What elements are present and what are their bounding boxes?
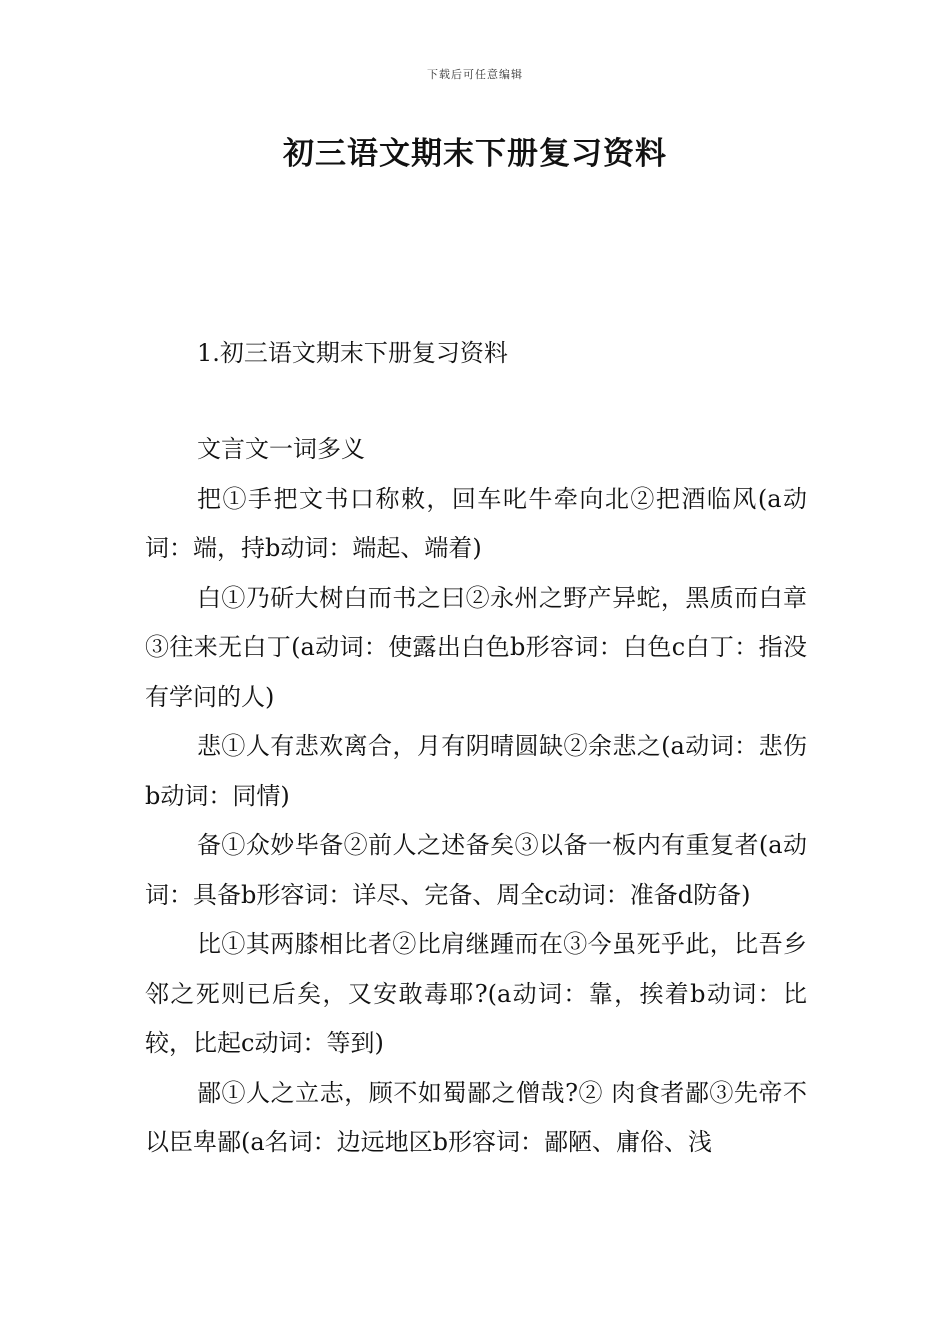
paragraph-subtitle: 文言文一词多义 <box>197 435 365 463</box>
document-body <box>145 425 807 1168</box>
document-title: 初三语文期末下册复习资料 <box>283 136 667 172</box>
paragraph-entry-ba: 把①手把文书口称敕，回车叱牛牵向北②把酒临风(a动词：端，持b动词：端起、端着) <box>145 484 807 562</box>
header-note: 下载后可任意编辑 <box>427 68 523 81</box>
paragraph-entry-bi: 比①其两膝相比者②比肩继踵而在③今虽死乎此，比吾乡邻之死则已后矣，又安敢毒耶?(a动词：靠，挨着b动词：比较，比起c动词：等到) <box>145 930 807 1057</box>
paragraph-entry-bei-sad: 悲①人有悲欢离合，月有阴晴圆缺②余悲之(a动词：悲伤b动词：同情) <box>145 732 807 810</box>
paragraph-entry-bi-base: 鄙①人之立志，顾不如蜀鄙之僧哉?② 肉食者鄙③先帝不以臣卑鄙(a名词：边远地区b形容词：鄙陋、庸俗、浅 <box>145 1078 807 1156</box>
section-heading: 1.初三语文期末下册复习资料 <box>197 339 508 367</box>
paragraph-entry-bei-prepare: 备①众妙毕备②前人之述备矣③以备一板内有重复者(a动词：具备b形容词：详尽、完备、周全c动词：准备d防备) <box>145 831 807 909</box>
paragraph-entry-bai: 白①乃斫大树白而书之曰②永州之野产异蛇，黑质而白章③往来无白丁(a动词：使露出白色b形容词：白色c白丁：指没有学问的人) <box>145 583 807 711</box>
